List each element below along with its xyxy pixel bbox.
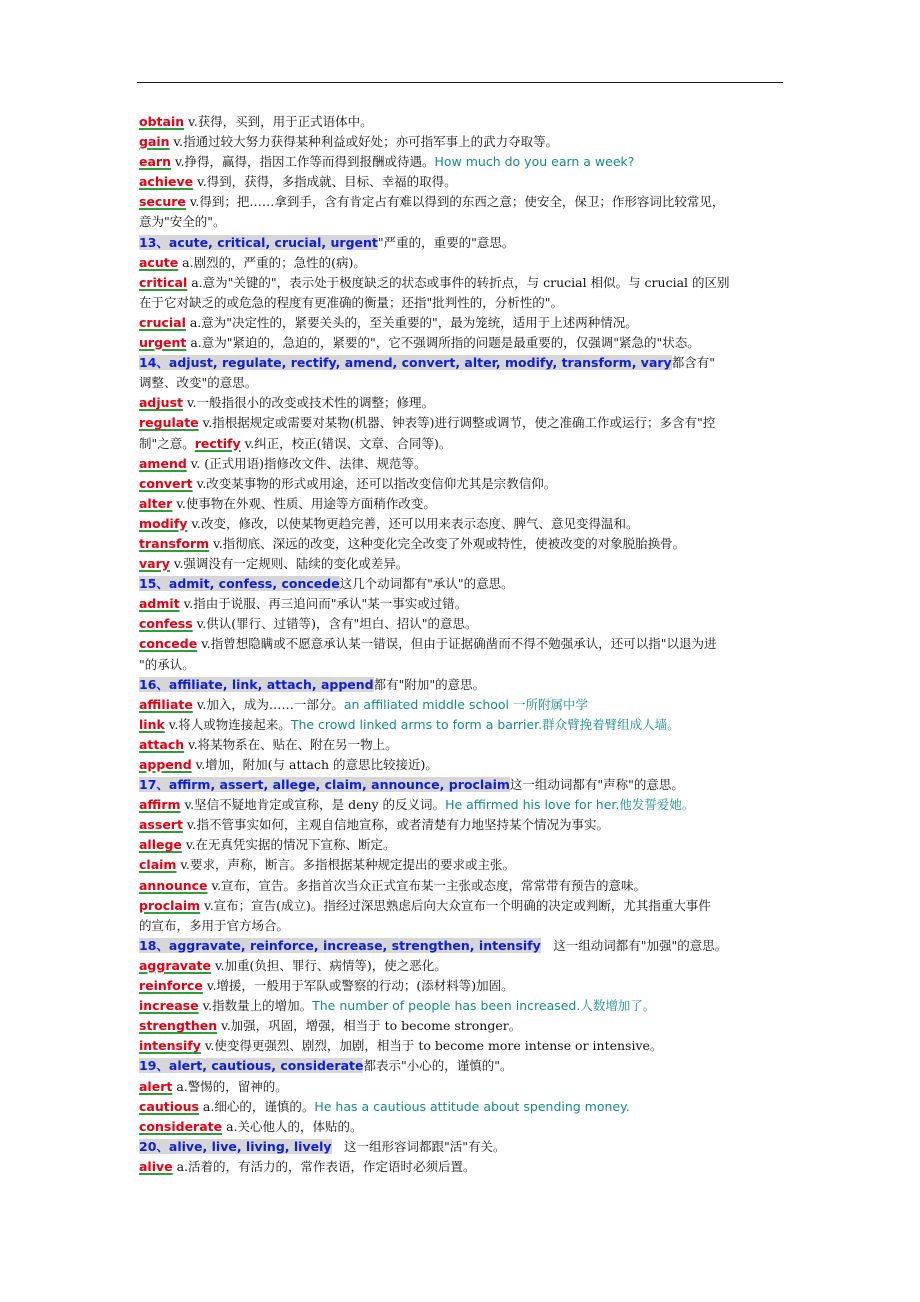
headword: convert bbox=[139, 475, 193, 491]
definition-text: 这一组形容词都跟"活"有关。 bbox=[331, 1138, 506, 1154]
headword: amend bbox=[139, 455, 187, 471]
entry-line bbox=[139, 212, 785, 232]
definition-text: v.得到，获得，多指成就、目标、幸福的取得。 bbox=[193, 174, 457, 190]
entry-line bbox=[139, 614, 785, 634]
section-heading: 16、affiliate, link, attach, append bbox=[139, 676, 374, 692]
example-sentence: The number of people has been increased.人数增加了。 bbox=[312, 998, 656, 1014]
entry-line bbox=[139, 373, 785, 393]
entry-line bbox=[139, 1077, 785, 1097]
section-heading-line bbox=[139, 936, 785, 956]
definition-text: v.要求，声称，断言。多指根据某种规定提出的要求或主张。 bbox=[176, 857, 515, 873]
headword: concede bbox=[139, 636, 198, 652]
definition-text: v.将某物系在、贴在、附在另一物上。 bbox=[184, 736, 398, 752]
definition-text: v.指不管事实如何，主观自信地宣称，或者清楚有力地坚持某个情况为事实。 bbox=[182, 817, 609, 833]
definition-text: a.意为"决定性的，紧要关头的，至关重要的"，最为笼统，适用于上述两种情况。 bbox=[185, 314, 638, 330]
example-sentence: an affiliated middle school 一所附属中学 bbox=[343, 696, 588, 712]
definition-text: v.指彻底、深远的改变，这种变化完全改变了外观或特性，使被改变的对象脱胎换骨。 bbox=[209, 535, 686, 551]
definition-text: v.坚信不疑地肯定或宣称，是 deny 的反义词。 bbox=[180, 797, 446, 813]
definition-text: a.意为"关键的"，表示处于极度缺乏的状态或事件的转折点，与 crucial 相似。与 crucial 的区别 bbox=[187, 274, 730, 290]
entry-line bbox=[139, 976, 785, 996]
headword: critical bbox=[139, 274, 188, 290]
entry-line bbox=[139, 152, 785, 172]
document-body bbox=[139, 112, 785, 1177]
entry-line bbox=[139, 1016, 785, 1036]
section-heading-line bbox=[139, 775, 785, 795]
section-heading: 14、adjust, regulate, rectify, amend, convert, alter, modify, transform, vary bbox=[139, 355, 672, 371]
headword: acute bbox=[139, 254, 179, 270]
section-heading: 17、affirm, assert, allege, claim, announce, proclaim bbox=[139, 777, 510, 793]
headword: affiliate bbox=[139, 696, 193, 712]
definition-text: 这几个动词都有"承认"的意思。 bbox=[339, 576, 514, 592]
entry-line bbox=[139, 1157, 785, 1177]
definition-text: 意为"安全的"。 bbox=[139, 214, 226, 230]
entry-line bbox=[139, 273, 785, 293]
header-rule bbox=[137, 82, 783, 83]
entry-line bbox=[139, 413, 785, 433]
entry-line bbox=[139, 313, 785, 333]
headword: strengthen bbox=[139, 1018, 218, 1034]
headword: rectify bbox=[194, 435, 241, 451]
definition-text: 这一组动词都有"声称"的意思。 bbox=[509, 777, 684, 793]
headword: secure bbox=[139, 194, 186, 210]
entry-line bbox=[139, 534, 785, 554]
definition-text: v.改变某事物的形式或用途，还可以指改变信仰尤其是宗教信仰。 bbox=[192, 475, 557, 491]
headword: attach bbox=[139, 736, 185, 752]
entry-line bbox=[139, 192, 785, 212]
headword: alter bbox=[139, 495, 173, 511]
definition-text: 调整、改变"的意思。 bbox=[139, 375, 258, 391]
entry-line bbox=[139, 795, 785, 815]
headword: crucial bbox=[139, 314, 186, 330]
definition-text: v.一般指很小的改变或技术性的调整；修理。 bbox=[182, 395, 435, 411]
entry-line bbox=[139, 956, 785, 976]
headword: claim bbox=[139, 857, 177, 873]
example-sentence: He has a cautious attitude about spending money. bbox=[314, 1098, 630, 1114]
definition-text: v.得到；把……拿到手，含有肯定占有难以得到的东西之意；使安全，保卫；作形容词比较常见， bbox=[185, 194, 725, 210]
entry-line bbox=[139, 916, 785, 936]
section-heading: 15、admit, confess, concede bbox=[139, 576, 340, 592]
definition-text: "的承认。 bbox=[139, 656, 195, 672]
definition-text: v.强调没有一定规则、陆续的变化或差异。 bbox=[169, 556, 409, 572]
section-heading: 20、alive, live, living, lively bbox=[139, 1138, 332, 1154]
section-heading-line bbox=[139, 675, 785, 695]
section-heading: 19、alert, cautious, considerate bbox=[139, 1058, 364, 1074]
entry-line bbox=[139, 634, 785, 654]
headword: aggravate bbox=[139, 957, 211, 973]
definition-text: v.在无真凭实据的情况下宣称、断定。 bbox=[181, 837, 396, 853]
section-heading: 13、acute, critical, crucial, urgent bbox=[139, 234, 378, 250]
definition-text: v.使事物在外观、性质、用途等方面稍作改变。 bbox=[172, 495, 436, 511]
entry-line bbox=[139, 172, 785, 192]
section-heading-line bbox=[139, 1137, 785, 1157]
definition-text: v.指曾想隐瞒或不愿意承认某一错误，但由于证据确凿而不得不勉强承认，还可以指"以退为进 bbox=[197, 636, 717, 652]
definition-text: 这一组动词都有"加强"的意思。 bbox=[540, 937, 728, 953]
headword: vary bbox=[139, 556, 170, 572]
entry-line bbox=[139, 996, 785, 1016]
headword: append bbox=[139, 757, 192, 772]
definition-text: v.指通过较大努力获得某种利益或好处；亦可指军事上的武力夺取等。 bbox=[169, 134, 559, 150]
example-sentence: The crowd linked arms to form a barrier.群众臂挽着臂组成人墙。 bbox=[290, 716, 680, 732]
entry-line bbox=[139, 253, 785, 273]
definition-text: 都有"附加"的意思。 bbox=[373, 676, 486, 692]
headword: announce bbox=[139, 877, 208, 893]
entry-line bbox=[139, 1117, 785, 1137]
headword: alert bbox=[139, 1078, 173, 1094]
headword: transform bbox=[139, 535, 210, 551]
headword: admit bbox=[139, 596, 180, 612]
definition-text: v.指由于说服、再三追问而"承认"某一事实或过错。 bbox=[179, 596, 468, 612]
entry-line bbox=[139, 132, 785, 152]
section-heading-line bbox=[139, 574, 785, 594]
headword: adjust bbox=[139, 395, 183, 411]
entry-line bbox=[139, 896, 785, 916]
headword: increase bbox=[139, 998, 199, 1014]
definition-text: v.使变得更强烈、剧烈，加剧，相当于 to become more intense or intensive。 bbox=[200, 1038, 663, 1054]
example-sentence: How much do you earn a week? bbox=[434, 154, 635, 170]
entry-line bbox=[139, 514, 785, 534]
headword: achieve bbox=[139, 174, 194, 190]
definition-text: 的宣布，多用于官方场合。 bbox=[139, 917, 290, 933]
headword: modify bbox=[139, 515, 188, 531]
headword: intensify bbox=[139, 1038, 201, 1054]
headword: gain bbox=[139, 134, 170, 150]
definition-text: 制"之意。 bbox=[139, 435, 195, 451]
entry-line bbox=[139, 112, 785, 132]
entry-line bbox=[139, 293, 785, 313]
definition-text: v.将人或物连接起来。 bbox=[164, 716, 291, 732]
headword: assert bbox=[139, 817, 183, 833]
headword: obtain bbox=[139, 114, 185, 129]
section-heading: 18、aggravate, reinforce, increase, strengthen, intensify bbox=[139, 937, 541, 953]
entry-line bbox=[139, 876, 785, 896]
definition-text: a.意为"紧迫的，急迫的，紧要的"，它不强调所指的问题是最重要的，仅强调"紧急的"状态。 bbox=[186, 335, 700, 351]
entry-line bbox=[139, 715, 785, 735]
entry-line bbox=[139, 494, 785, 514]
section-heading-line bbox=[139, 1056, 785, 1076]
definition-text: v.挣得，赢得，指因工作等而得到报酬或待遇。 bbox=[170, 154, 435, 170]
definition-text: v.指根据规定或需要对某物(机器、钟表等)进行调整或调节，使之准确工作或运行；多含有"控 bbox=[198, 415, 716, 431]
entry-line bbox=[139, 454, 785, 474]
entry-line bbox=[139, 554, 785, 574]
example-sentence: He affirmed his love for her.他发誓爱她。 bbox=[445, 797, 695, 813]
definition-text: v.增援，一般用于军队或警察的行动；(添材料等)加固。 bbox=[202, 978, 514, 994]
definition-text: v.指数量上的增加。 bbox=[198, 998, 313, 1014]
entry-line bbox=[139, 655, 785, 675]
headword: allege bbox=[139, 837, 182, 853]
definition-text: v. (正式用语)指修改文件、法律、规范等。 bbox=[186, 455, 427, 471]
definition-text: v.纠正，校正(错误、文章、合同等)。 bbox=[240, 435, 452, 451]
section-heading-line bbox=[139, 353, 785, 373]
entry-line bbox=[139, 835, 785, 855]
entry-line bbox=[139, 1036, 785, 1056]
headword: considerate bbox=[139, 1118, 223, 1134]
headword: proclaim bbox=[139, 897, 201, 913]
section-heading-line bbox=[139, 233, 785, 253]
definition-text: v.加重(负担、罪行、病情等)，使之恶化。 bbox=[210, 957, 447, 973]
headword: urgent bbox=[139, 335, 187, 351]
definition-text: v.加强，巩固，增强，相当于 to become stronger。 bbox=[217, 1018, 522, 1034]
definition-text: a.剧烈的，严重的；急性的(病)。 bbox=[178, 254, 366, 270]
definition-text: a.关心他人的，体贴的。 bbox=[222, 1118, 363, 1134]
entry-line bbox=[139, 434, 785, 454]
entry-line bbox=[139, 855, 785, 875]
definition-text: v.获得，买到，用于正式语体中。 bbox=[184, 114, 373, 129]
entry-line bbox=[139, 393, 785, 413]
headword: reinforce bbox=[139, 978, 203, 994]
headword: cautious bbox=[139, 1098, 199, 1114]
definition-text: a.细心的，谨慎的。 bbox=[198, 1098, 315, 1114]
headword: affirm bbox=[139, 797, 181, 813]
entry-line bbox=[139, 815, 785, 835]
definition-text: 都含有" bbox=[671, 355, 715, 371]
definition-text: v.供认(罪行、过错等)，含有"坦白、招认"的意思。 bbox=[192, 616, 478, 632]
definition-text: v.增加，附加(与 attach 的意思比较接近)。 bbox=[191, 757, 438, 772]
definition-text: a.活着的，有活力的，常作表语，作定语时必须后置。 bbox=[172, 1158, 476, 1174]
definition-text: 都表示"小心的，谨慎的"。 bbox=[363, 1058, 513, 1074]
headword: earn bbox=[139, 154, 171, 170]
definition-text: "严重的，重要的"意思。 bbox=[377, 234, 515, 250]
definition-text: v.宣布；宣告(成立)。指经过深思熟虑后向大众宣布一个明确的决定或判断，尤其指重大事件 bbox=[200, 897, 711, 913]
entry-line bbox=[139, 474, 785, 494]
definition-text: v.加入，成为……一部分。 bbox=[192, 696, 344, 712]
headword: confess bbox=[139, 616, 193, 632]
entry-line bbox=[139, 333, 785, 353]
entry-line bbox=[139, 735, 785, 755]
definition-text: 在于它对缺乏的或危急的程度有更准确的衡量；还指"批判性的，分析性的"。 bbox=[139, 294, 564, 310]
entry-line bbox=[139, 755, 785, 775]
headword: regulate bbox=[139, 415, 199, 431]
entry-line bbox=[139, 594, 785, 614]
headword: alive bbox=[139, 1158, 173, 1174]
definition-text: a.警惕的，留神的。 bbox=[172, 1078, 288, 1094]
definition-text: v.改变，修改，以使某物更趋完善，还可以用来表示态度、脾气、意见变得温和。 bbox=[187, 515, 639, 531]
definition-text: v.宣布，宣告。多指首次当众正式宣布某一主张或态度，常常带有预告的意味。 bbox=[207, 877, 647, 893]
entry-line bbox=[139, 1097, 785, 1117]
entry-line bbox=[139, 695, 785, 715]
headword: link bbox=[139, 716, 165, 732]
